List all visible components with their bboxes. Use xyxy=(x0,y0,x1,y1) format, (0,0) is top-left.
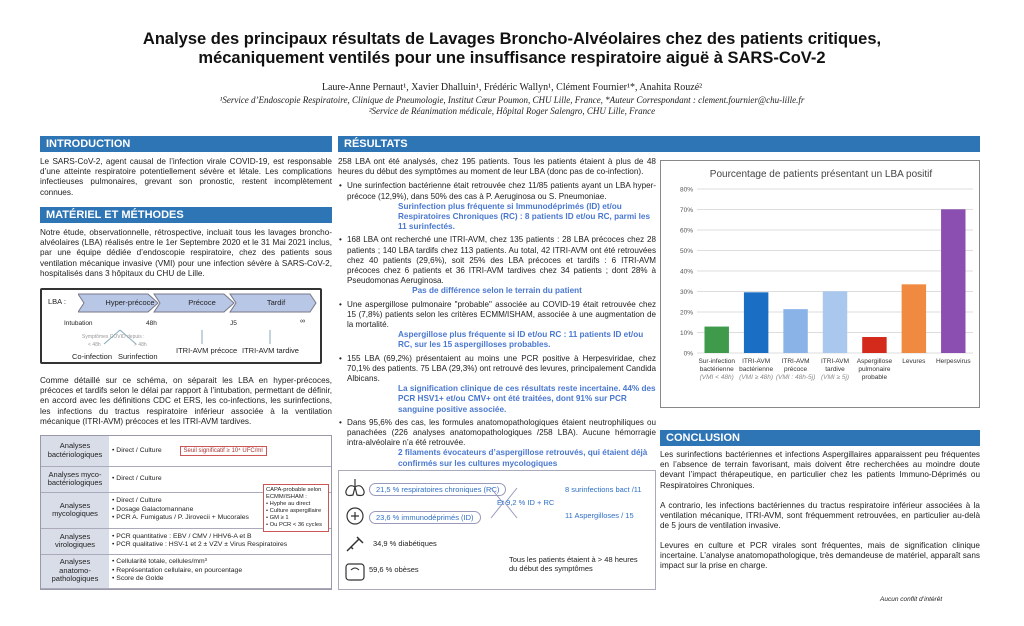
y-tick-label: 70% xyxy=(679,207,693,214)
timeline-surinfection: Surinfection xyxy=(118,352,158,361)
conclusion-p1: Les surinfections bactériennes et infections Aspergillaires apparaissent peu fréquentes en l’absence de terrain favorisant, mais doivent être recherchées au moindre doute devant l’impact thérapeutique, en particulier chez les patients Immuno-Déprimés ou Respiratoires Chroniques. xyxy=(660,450,980,490)
conclusion-p3: Levures en culture et PCR virales sont fréquentes, mais de signification clinique incertaine. L’analyse anatomopathologique, très demandeuse de matériel, apparaît sans impact sur la prise en charge. xyxy=(660,541,980,571)
result-note: 2 filaments évocateurs d’aspergillose retrouvés, qui étaient déjà confirmés sur les cultures mycologiques xyxy=(398,448,648,468)
authors: Laure-Anne Pernaut¹, Xavier Dhalluin¹, Frédéric Wallyn¹, Clément Fournier¹*, Anahita Rouzé² xyxy=(321,82,703,93)
y-tick-label: 10% xyxy=(679,330,693,337)
stat-diab: 34,9 % diabétiques xyxy=(373,539,437,548)
stat-id-rc: Et 9,2 % ID + RC xyxy=(497,498,555,507)
bar-5 xyxy=(862,337,886,353)
timeline-itri-tardive: ITRI-AVM tardive xyxy=(242,346,299,355)
conclusion-header: CONCLUSION xyxy=(660,430,980,446)
x-tick-label: ITRI-AVM bactérienne (VMI ≥ 48h) xyxy=(739,358,774,381)
conclusion-p2: A contrario, les infections bactériennes du tractus respiratoire inférieur associées à la ventilation mécanique, ITRI-AVM, sont fréquemment retrouvées, en particulier au-delà de 5 jours de ventilation invasive. xyxy=(660,501,980,531)
timeline-infinity: ∞ xyxy=(300,318,305,325)
bar-1 xyxy=(704,327,728,353)
chart-svg xyxy=(661,161,981,409)
x-tick-label: Levures xyxy=(902,358,926,365)
affiliation-1: ¹Service d’Endoscopie Respiratoire, Clinique de Pneumologie, Institut Cœur Poumon, CHU Lille, France, *Auteur Correspondant : clement.fournier@chu-lille.fr xyxy=(219,95,805,105)
bar-3 xyxy=(783,309,807,353)
capa-item: Hyphe au direct xyxy=(269,501,311,507)
result-bullet: • 155 LBA (69,2%) présentaient au moins une PCR positive à Herpesviridae, chez 70,1% des patients. 75 LBA (29,3%) ont retrouvé des levures, principalement Candida Albicans. xyxy=(338,354,656,385)
stat-id: 23,6 % immunodéprimés (ID) xyxy=(369,511,481,524)
table-item: Direct / Culture xyxy=(116,497,162,505)
table-row: Analyses bactériologiques • Direct / Culture Seuil significatif ≥ 10⁴ UFC/ml xyxy=(41,436,331,466)
scale-icon xyxy=(343,559,367,583)
y-tick-label: 40% xyxy=(679,268,693,276)
timeline-itri-precoce: ITRI-AVM précoce xyxy=(176,346,238,355)
table-row-label: Analyses anatomo-pathologiques xyxy=(41,554,109,588)
intro-text: Le SARS-CoV-2, agent causal de l’infection virale COVID-19, est responsable d’une atteinte respiratoire potentiellement sévère et létale. Les complications infectieuses pulmonaires, grevant son pronostic, restent incomplètement connues. xyxy=(40,157,332,197)
table-row: Analyses virologiques • PCR quantitative : EBV / CMV / HHV6-A et B • PCR qualitative : HSV-1 et 2 ± VZV ± Virus Respiratoires xyxy=(41,528,331,554)
x-tick-label: ITRI-AVM précoce (VMI : 48h-5j) xyxy=(775,358,816,381)
bar-chart xyxy=(660,160,980,408)
x-tick-label: Aspergillose pulmonaire probable xyxy=(856,358,893,381)
bar-7 xyxy=(941,209,965,353)
intro-header: INTRODUCTION xyxy=(40,136,332,152)
table-item: Cellularité totale, cellules/mm³ xyxy=(116,558,207,566)
phase-tardif: Tardif xyxy=(266,298,286,307)
capa-title: CAPA-probable selon ECMM/ISHAM : xyxy=(266,487,322,500)
threshold-note: Seuil significatif ≥ 10⁴ UFC/ml xyxy=(180,446,267,456)
result-bullet: • Une surinfection bactérienne était retrouvée chez 11/85 patients ayant un LBA hyper-précoce (12,9%), dans 50% des cas à P. Aeruginosa ou S. Pneumoniae. xyxy=(338,181,656,201)
stat-asperg: 11 Aspergilloses / 15 xyxy=(565,511,634,520)
y-tick-label: 50% xyxy=(679,248,693,255)
y-tick-label: 0% xyxy=(683,350,693,358)
stat-rc: 21,5 % respiratoires chroniques (RC) xyxy=(369,483,506,496)
results-intro: 258 LBA ont été analysés, chez 195 patients. Tous les patients étaient à plus de 48 heures du début des symptômes au moment de leur LBA (donc pas de co-infection). xyxy=(338,157,656,177)
timeline-lba-label: LBA : xyxy=(48,297,66,306)
timeline-intubation: Intubation xyxy=(64,320,93,327)
stat-all48: Tous les patients étaient à > 48 heures du début des symptômes xyxy=(509,555,638,573)
infographic xyxy=(338,470,656,590)
table-item: Direct / Culture xyxy=(116,474,162,482)
methods-text: Notre étude, observationnelle, rétrospective, incluait tous les lavages broncho-alvéolaires (LBA) réalisés entre le 1er Septembre 2020 et le 31 Mai 2021 inclus, par une équipe dédiée d’endoscopie respiratoire, chez des patients sous ventilation mécanique invasive (VMI) pour une infection sévère à SARS-CoV-2, hospitalisés dans 3 hôpitaux du CHU de Lille. xyxy=(40,228,332,278)
result-bullet: • Une aspergillose pulmonaire "probable" associée au COVID-19 était retrouvée chez 15 (7,8%) patients selon les critères ECMM/ISHAM, associée à une augmentation de la mortalité. xyxy=(338,300,656,331)
table-row-label: Analyses virologiques xyxy=(41,528,109,554)
conflict-note: Aucun conflit d’intérêt xyxy=(880,596,943,603)
table-row: Analyses mycologiques • Direct / Culture • Dosage Galactomannane • PCR A. Fumigatus / P. Jirovecii + Mucorales xyxy=(41,492,331,528)
immuno-icon xyxy=(343,505,367,527)
affiliation-2: ²Service de Réanimation médicale, Hôpital Roger Salengro, CHU Lille, France xyxy=(368,106,656,116)
y-tick-label: 80% xyxy=(679,186,693,194)
result-bullet: • 168 LBA ont recherché une ITRI-AVM, chez 135 patients : 28 LBA précoces chez 28 patients ; 140 LBA tardifs chez 113 patients. Au total, 42 ITRI-AVM ont été retrouvées chez 40 patients (29,6%), soit 25% des LBA précoces et tardifs : 6 ITRI-AVM précoces chez 6 patients et 36 ITRI-AVM tardives chez 34 patients ; dont 28% à Pseudomonas Aeruginosa. xyxy=(338,235,656,286)
table-row: Analyses myco-bactériologiques • Direct / Culture xyxy=(41,466,331,492)
table-row: Analyses anatomo-pathologiques • Cellularité totale, cellules/mm³ • Représentation cellulaire, en pourcentage • Score de Golde xyxy=(41,554,331,588)
lungs-icon xyxy=(343,477,367,499)
table-item: PCR qualitative : HSV-1 et 2 ± VZV ± Virus Respiratoires xyxy=(116,541,288,548)
result-note: Pas de différence selon le terrain du patient xyxy=(412,286,582,296)
table-row-label: Analyses myco-bactériologiques xyxy=(41,466,109,492)
table-row-label: Analyses bactériologiques xyxy=(41,436,109,466)
results-column xyxy=(338,157,656,469)
analyses-table xyxy=(40,435,332,590)
bar-4 xyxy=(823,291,847,353)
x-tick-label: Herpesvirus xyxy=(935,358,971,365)
table-item: Dosage Galactomannane xyxy=(116,505,194,513)
table-item: Score de Golde xyxy=(116,575,164,583)
result-bullet: • Dans 95,6% des cas, les formules anatomopathologiques étaient neutrophiliques ou panachées (226 analyses anatomopathologiques /258 LBA). Aucune hémorragie intra-alvéolaire n’a été retrouvée. xyxy=(338,418,656,449)
result-note: Aspergillose plus fréquente si ID et/ou RC : 11 patients ID et/ou RC, sur les 15 aspergilloses probables. xyxy=(398,330,644,350)
chart-title: Pourcentage de patients présentant un LBA positif xyxy=(709,169,933,180)
results-header: RÉSULTATS xyxy=(338,136,980,152)
stat-surinf: 8 surinfections bact /11 xyxy=(565,485,642,494)
result-note: La signification clinique de ces résultats reste incertaine. 44% des PCR HSV1+ et/ou CMV+ ont été traitées, dont 91% sur PCR sanguine positive associée. xyxy=(398,384,656,414)
timeline-gt48: > 48h xyxy=(134,342,147,348)
y-tick-label: 60% xyxy=(679,227,693,235)
y-tick-label: 20% xyxy=(679,309,693,317)
table-item: Représentation cellulaire, en pourcentage xyxy=(116,566,243,574)
timeline-diagram xyxy=(40,288,322,364)
timeline-48h: 48h xyxy=(146,320,157,327)
phase-hyper-precoce: Hyper-précoce xyxy=(105,298,155,307)
timeline-j5: J5 xyxy=(230,320,237,327)
table-item: PCR A. Fumigatus / P. Jirovecii + Mucorales xyxy=(116,514,249,522)
table-item: Direct / Culture xyxy=(116,446,162,454)
x-tick-label: ITRI-AVM tardive (VMI ≥ 5j) xyxy=(820,358,850,381)
methods-text-2: Comme détaillé sur ce schéma, on séparait les LBA en hyper-précoces, précoces et tardifs selon le délai par rapport à l’intubation, permettant de définir, en accord avec les définitions CDC et ERS, les co-infections, les surinfections, les infections du tractus respiratoire inférieur associée à la ventilation mécanique (ITRI-AVM) précoces et les ITRI-AVM tardives. xyxy=(40,376,332,426)
title-line-1: Analyse des principaux résultats de Lavages Broncho-Alvéolaires chez des patients critiques, xyxy=(142,30,882,48)
result-note: Surinfection plus fréquente si Immunodéprimés (ID) et/ou Respiratoires Chroniques (RC) : 8 patients ID et/ou RC, parmi les 11 surinfectés. xyxy=(398,201,651,232)
methods-header: MATÉRIEL ET MÉTHODES xyxy=(40,207,332,223)
syringe-icon xyxy=(343,533,367,555)
table-row-label: Analyses mycologiques xyxy=(41,492,109,528)
y-tick-label: 30% xyxy=(679,289,693,296)
table-item: PCR quantitative : EBV / CMV / HHV6-A et B xyxy=(116,532,252,540)
x-tick-label: Sur-infection bactérienne (VMI < 48h) xyxy=(698,358,735,381)
capa-item: GM ≥ 1 xyxy=(269,515,289,521)
timeline-lt48: < 48h xyxy=(88,342,101,348)
timeline-sympt: Symptômes COVID depuis : xyxy=(82,334,145,340)
bar-2 xyxy=(744,292,768,353)
phase-precoce: Précoce xyxy=(188,298,216,307)
capa-item: Culture aspergillaire xyxy=(269,508,322,514)
bar-6 xyxy=(902,284,926,353)
poster-title xyxy=(0,30,1024,68)
capa-item: Ou PCR < 36 cycles xyxy=(269,522,322,528)
timeline-coinfection: Co-infection xyxy=(72,352,113,361)
capa-box: CAPA-probable selon ECMM/ISHAM : • Hyphe au direct • Culture aspergillaire • GM ≥ 1 • Ou PCR < 36 cycles xyxy=(263,484,329,532)
stat-obese: 59,6 % obèses xyxy=(369,565,419,574)
title-line-2: mécaniquement ventilés pour une insuffisance respiratoire aiguë à SARS-CoV-2 xyxy=(198,49,826,67)
